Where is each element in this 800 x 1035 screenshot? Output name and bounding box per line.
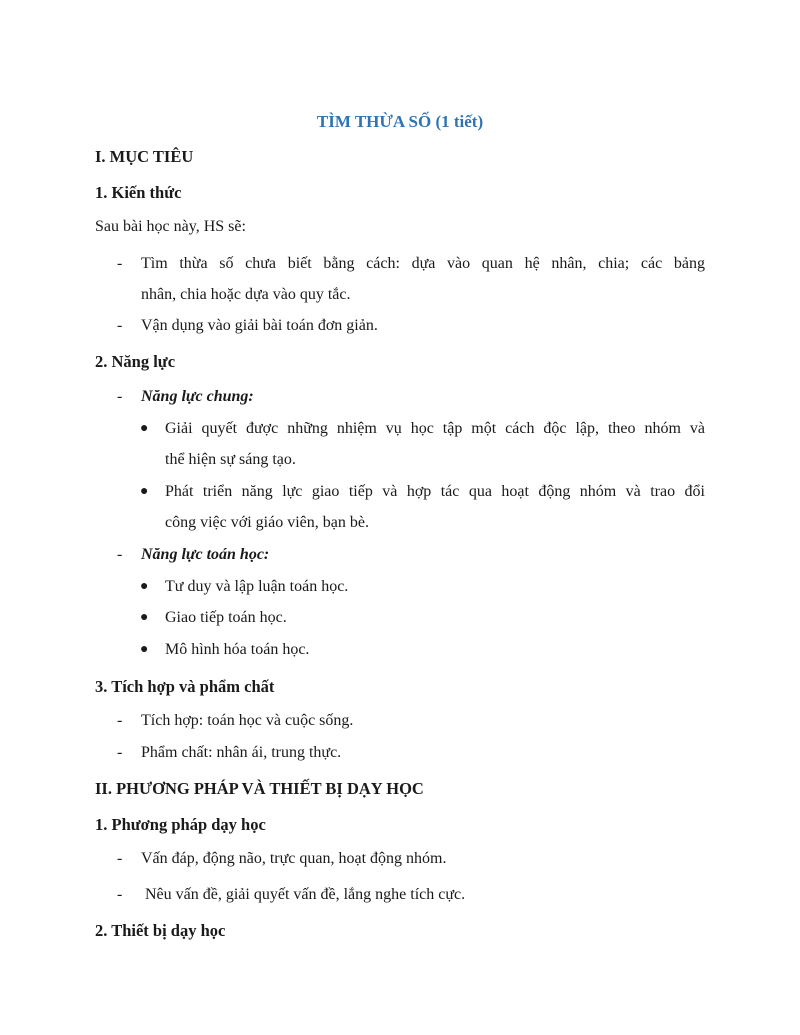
integration-item-2: Phẩm chất: nhân ái, trung thực. [141, 744, 342, 761]
dash-marker: - [117, 255, 123, 272]
dash-marker: - [117, 317, 123, 334]
general-competence-label: Năng lực chung: [141, 388, 254, 405]
dash-marker: - [117, 886, 123, 903]
method-item-1: Vấn đáp, động não, trực quan, hoạt động nhóm. [141, 850, 447, 867]
dash-marker: - [117, 546, 123, 563]
general-item-1-line-1: Giải quyết được những nhiệm vụ học tập một cách độc lập, theo nhóm và [165, 420, 705, 437]
subheading-teaching-methods: 1. Phương pháp dạy học [95, 815, 266, 834]
dash-marker: - [117, 850, 123, 867]
document-title: TÌM THỪA SỐ (1 tiết) [316, 112, 484, 131]
bullet-marker: ● [140, 421, 149, 436]
dash-marker: - [117, 744, 123, 761]
knowledge-item-1-line-1: Tìm thừa số chưa biết bằng cách: dựa vào quan hệ nhân, chia; các bảng [141, 255, 705, 272]
dash-marker: - [117, 388, 123, 405]
section-heading-methods-equipment: II. PHƯƠNG PHÁP VÀ THIẾT BỊ DẠY HỌC [95, 779, 424, 798]
math-competence-label: Năng lực toán học: [141, 546, 270, 563]
subheading-teaching-equipment: 2. Thiết bị dạy học [95, 921, 226, 940]
knowledge-item-2: Vận dụng vào giải bài toán đơn giản. [141, 317, 378, 334]
bullet-marker: ● [140, 610, 149, 625]
method-item-2: Nêu vấn đề, giải quyết vấn đề, lắng nghe tích cực. [145, 886, 466, 903]
dash-marker: - [117, 712, 123, 729]
general-item-2-line-2: công việc với giáo viên, bạn bè. [165, 514, 369, 531]
integration-item-1: Tích hợp: toán học và cuộc sống. [141, 712, 354, 729]
math-item-1: Tư duy và lập luận toán học. [165, 578, 349, 595]
section-heading-objectives: I. MỤC TIÊU [95, 147, 194, 166]
subheading-competence: 2. Năng lực [95, 352, 176, 371]
knowledge-item-1-line-2: nhân, chia hoặc dựa vào quy tắc. [141, 286, 351, 303]
subheading-knowledge: 1. Kiến thức [95, 183, 182, 202]
math-item-2: Giao tiếp toán học. [165, 609, 287, 626]
general-item-2-line-1: Phát triển năng lực giao tiếp và hợp tác qua hoạt động nhóm và trao đổi [165, 483, 705, 500]
bullet-marker: ● [140, 579, 149, 594]
knowledge-intro: Sau bài học này, HS sẽ: [95, 218, 246, 235]
bullet-marker: ● [140, 642, 149, 657]
bullet-marker: ● [140, 484, 149, 499]
general-item-1-line-2: thể hiện sự sáng tạo. [165, 451, 296, 468]
math-item-3: Mô hình hóa toán học. [165, 641, 310, 658]
subheading-integration: 3. Tích hợp và phẩm chất [95, 677, 275, 696]
